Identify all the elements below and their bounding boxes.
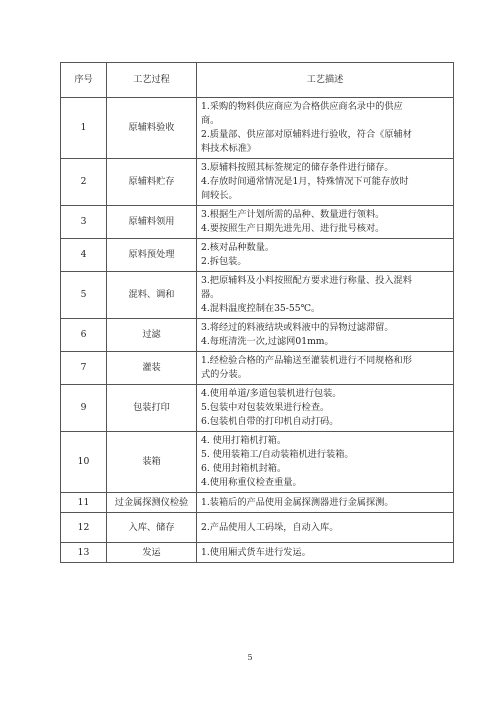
cell-process: 装箱 (107, 432, 197, 493)
table-row (61, 272, 454, 319)
description-line: 4. 使用打箱机打箱。 (201, 435, 287, 446)
header-description: 工艺描述 (197, 63, 454, 98)
cell-serial-number: 7 (61, 352, 107, 385)
cell-process: 包装打印 (107, 385, 197, 432)
description-line: 3.根据生产计划所需的品种、数量进行领料。 (201, 209, 385, 220)
cell-description (197, 319, 454, 352)
cell-process: 原辅料贮存 (107, 159, 197, 206)
description-line: 2.拆包装。 (201, 256, 247, 267)
cell-description (197, 543, 454, 563)
description-line: 4.存放时间通常情况是1月，特殊情况下可能存放时 (201, 176, 409, 187)
cell-process: 混料、调和 (107, 272, 197, 319)
description-line: 器。 (201, 289, 220, 300)
cell-serial-number: 11 (61, 493, 107, 513)
table-row (61, 543, 454, 563)
table-row (61, 432, 454, 493)
cell-process: 发运 (107, 543, 197, 563)
description-line: 2.质量部、供应部对原辅料进行验收，符合《原辅材 (201, 129, 412, 140)
description-line: 4.使用单道/多道包装机进行包装。 (201, 388, 342, 399)
cell-description (197, 385, 454, 432)
description-line: 5.包装中对包装效果进行检查。 (201, 402, 330, 413)
description-line: 2.产品使用人工码垛，自动入库。 (201, 521, 339, 533)
cell-serial-number: 10 (61, 432, 107, 493)
page-number: 5 (247, 653, 253, 662)
table-row (61, 319, 454, 352)
cell-serial-number: 9 (61, 385, 107, 432)
cell-process: 过金属探测仪检验 (107, 493, 197, 513)
cell-process: 过滤 (107, 319, 197, 352)
description-line: 2.核对品种数量。 (201, 242, 275, 253)
table-body (61, 98, 454, 563)
description-line: 1.使用厢式货车进行发运。 (201, 546, 311, 558)
description-line: 1.装箱后的产品使用金属探测器进行金属探测。 (201, 496, 394, 508)
table-row (61, 352, 454, 385)
description-line: 料技术标准》 (201, 143, 257, 154)
table-row (61, 239, 454, 272)
table-row (61, 206, 454, 239)
description-line: 1.采购的物料供应商应为合格供应商名录中的供应 (201, 101, 403, 112)
description-line: 3.原辅料按照其标签规定的储存条件进行储存。 (201, 162, 394, 173)
description-line: 4.要按照生产日期先进先用、进行批号核对。 (201, 223, 385, 234)
cell-serial-number: 6 (61, 319, 107, 352)
cell-description (197, 98, 454, 159)
cell-description (197, 352, 454, 385)
table-header-row (61, 63, 454, 98)
table-row (61, 98, 454, 159)
cell-description (197, 159, 454, 206)
table-row (61, 513, 454, 543)
description-line: 3.将经过的料液结块或料液中的异物过滤滞留。 (201, 322, 394, 333)
description-line: 商。 (201, 115, 220, 126)
cell-process: 原料预处理 (107, 239, 197, 272)
cell-description (197, 272, 454, 319)
table-row (61, 493, 454, 513)
description-line: 3.把原辅料及小料按照配方要求进行称量、投入混料 (201, 275, 412, 286)
cell-serial-number: 1 (61, 98, 107, 159)
process-table (60, 62, 454, 563)
cell-serial-number: 2 (61, 159, 107, 206)
description-line: 4.混料温度控制在35-55℃。 (201, 303, 321, 314)
cell-description (197, 493, 454, 513)
description-line: 6. 使用封箱机封箱。 (201, 463, 287, 474)
description-line: 5. 使用装箱工/自动装箱机进行装箱。 (201, 449, 354, 460)
description-line: 间较长。 (201, 190, 238, 201)
cell-description (197, 206, 454, 239)
description-line: 4.每班清洗一次,过滤网01mm。 (201, 336, 334, 347)
cell-serial-number: 4 (61, 239, 107, 272)
cell-serial-number: 3 (61, 206, 107, 239)
table-row (61, 385, 454, 432)
description-line: 1.经检验合格的产品输送至灌装机进行不同规格和形 (201, 355, 412, 366)
description-line: 6.包装机自带的打印机自动打码。 (201, 416, 339, 427)
cell-description (197, 513, 454, 543)
cell-process: 入库、储存 (107, 513, 197, 543)
cell-description (197, 239, 454, 272)
description-line: 式的分装。 (201, 369, 247, 380)
description-line: 4.使用称重仪检查重量。 (201, 477, 302, 488)
cell-serial-number: 13 (61, 543, 107, 563)
cell-process: 灌装 (107, 352, 197, 385)
header-process: 工艺过程 (107, 63, 197, 98)
cell-serial-number: 12 (61, 513, 107, 543)
table-row (61, 159, 454, 206)
header-serial-number: 序号 (61, 63, 107, 98)
cell-description (197, 432, 454, 493)
cell-process: 原辅料领用 (107, 206, 197, 239)
cell-serial-number: 5 (61, 272, 107, 319)
cell-process: 原辅料验收 (107, 98, 197, 159)
